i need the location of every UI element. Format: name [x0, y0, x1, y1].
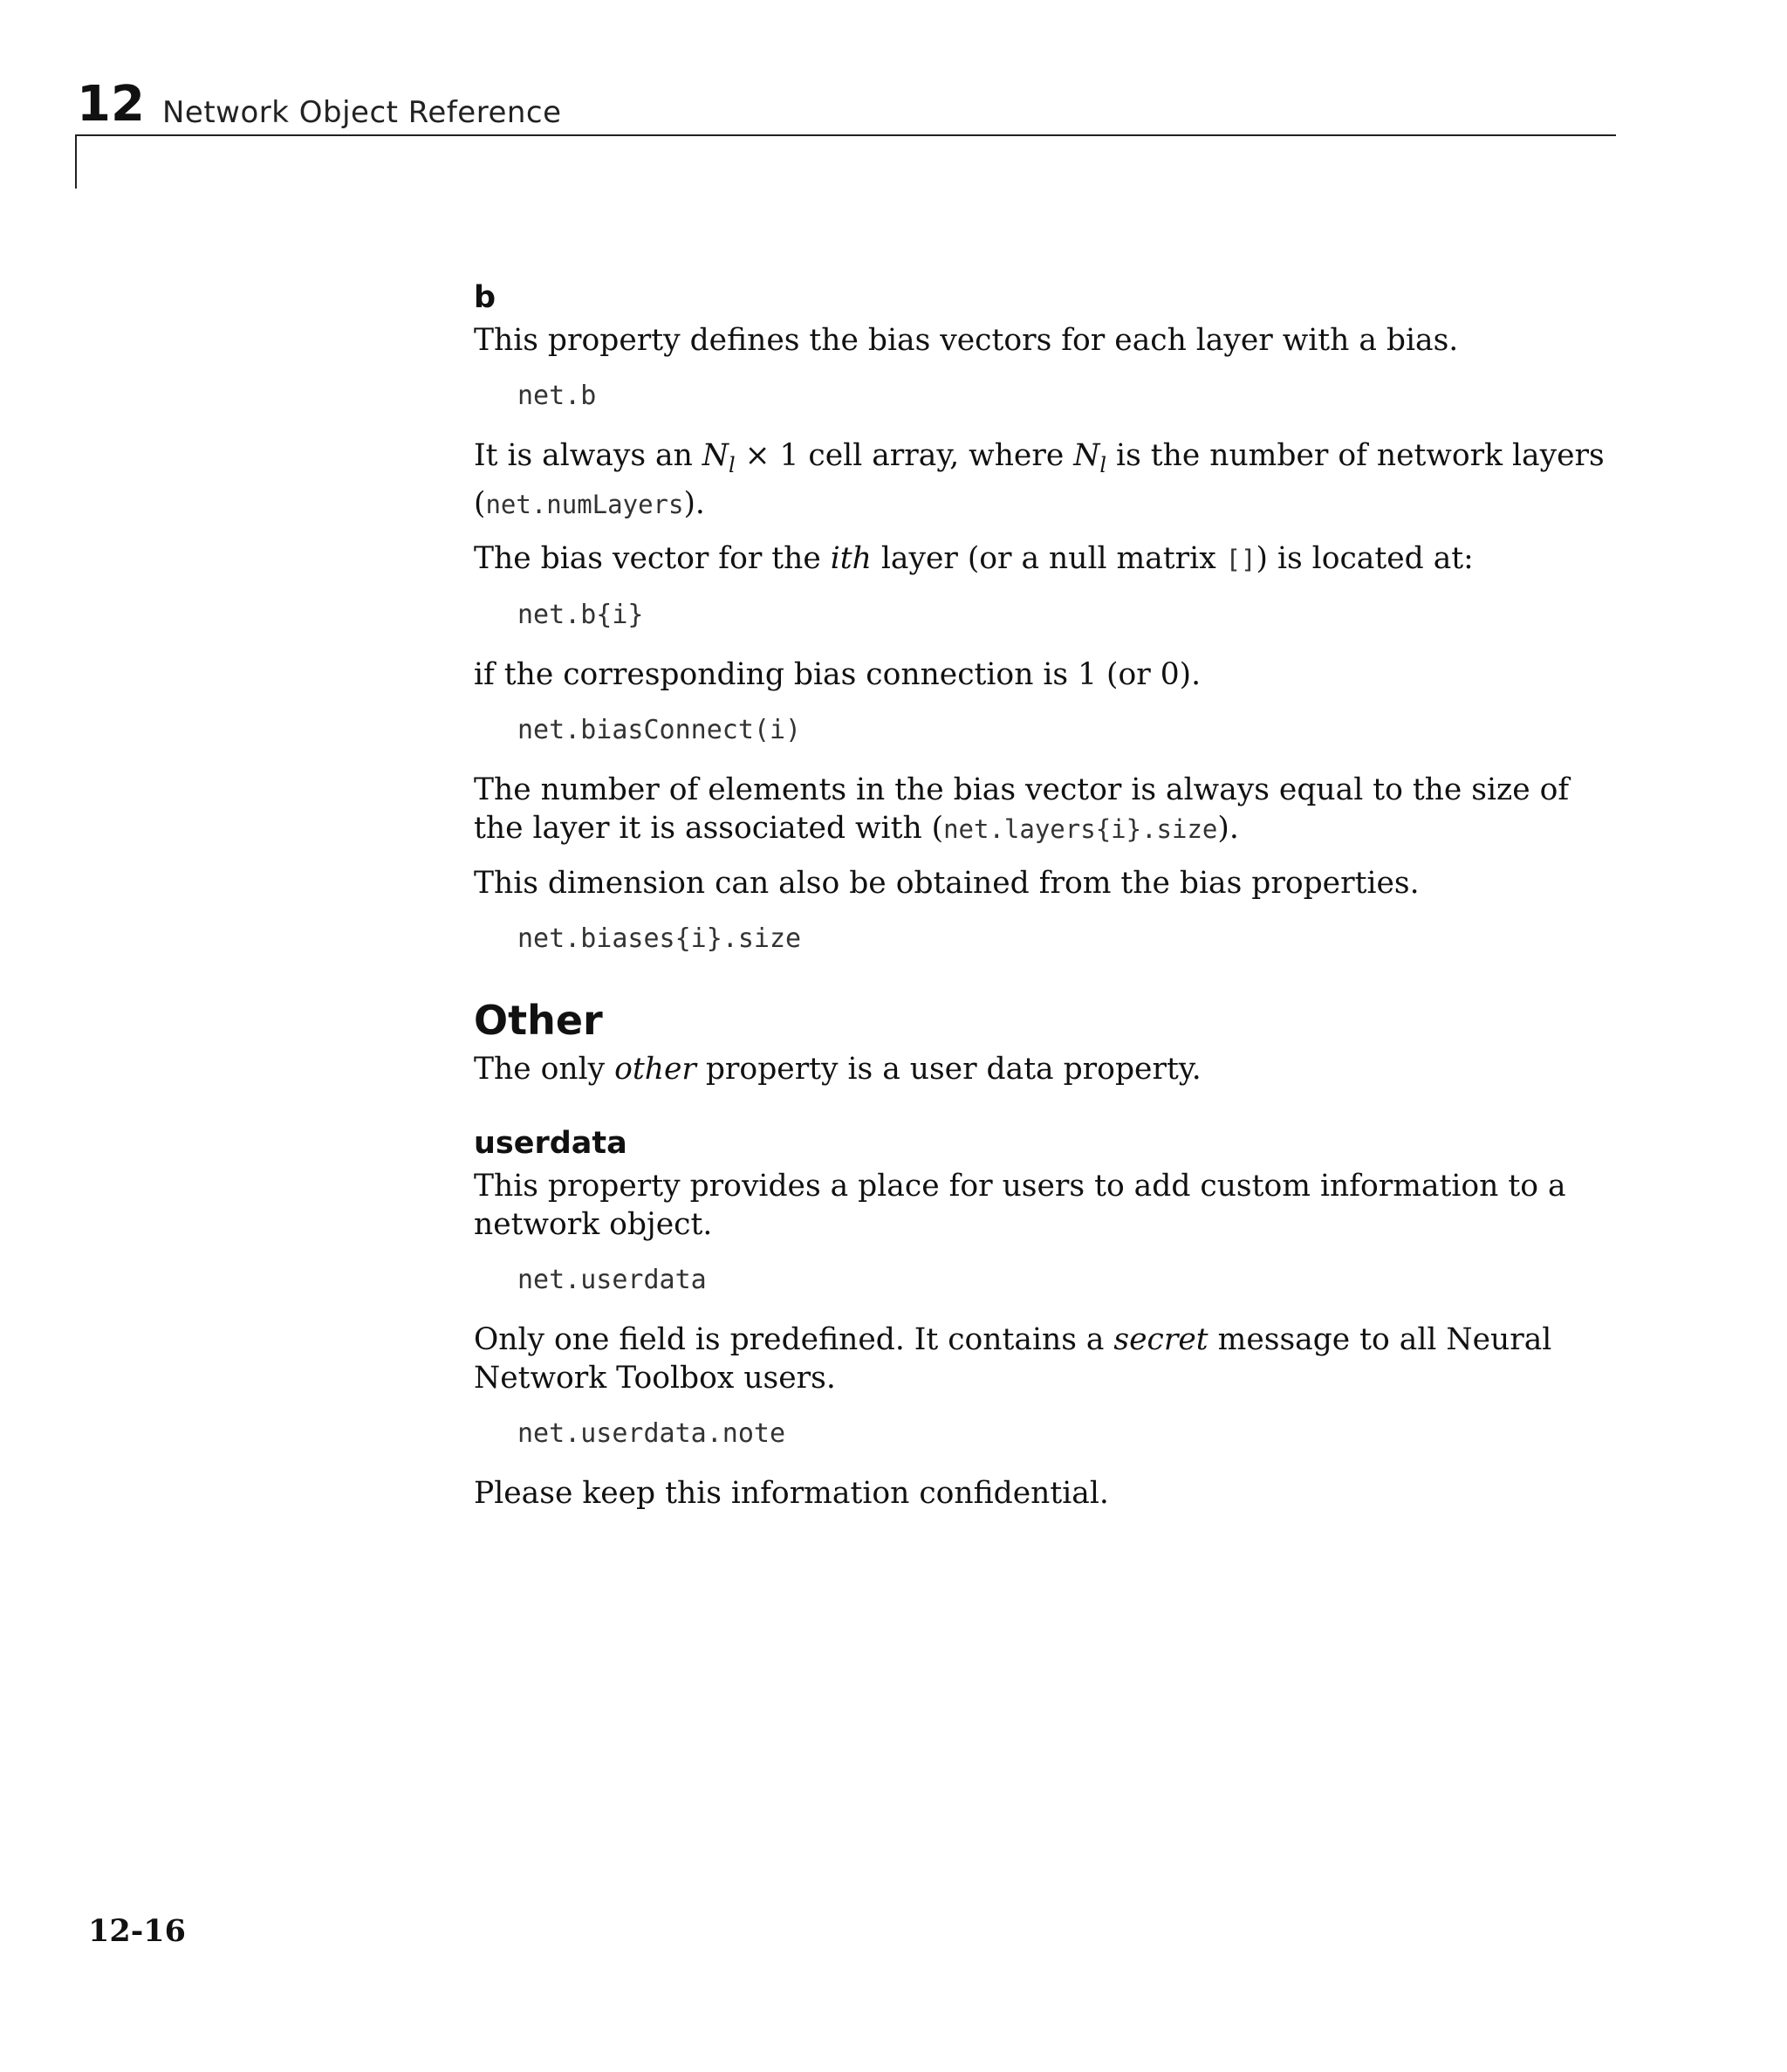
b-paragraph-elements: The number of elements in the bias vector is always equal to the size of the layer it is associated with (net.layers{i}.size). — [474, 772, 1570, 846]
b-paragraph-size: It is always an $N_l \times 1$ cell array, where $N_l$ is the number of network layers (net.numLayers). — [474, 438, 1605, 521]
section-heading-other: Other — [474, 996, 603, 1044]
page-content — [474, 279, 1626, 1513]
b-intro: This property defines the bias vectors for each layer with a bias. — [474, 323, 1459, 358]
property-heading-userdata: userdata — [474, 1126, 627, 1162]
code-net-userdata: net.userdata — [517, 1265, 707, 1296]
page-number: 12-16 — [88, 1913, 186, 1949]
header-rule — [75, 134, 1616, 136]
userdata-paragraph-confidential: Please keep this information confidential. — [474, 1476, 1109, 1512]
userdata-intro: This property provides a place for users to add custom information to a network object. — [474, 1169, 1566, 1243]
other-intro: The only other property is a user data property. — [474, 1052, 1202, 1087]
math-nl-by-1: $N_l \times 1$ — [702, 438, 799, 477]
chapter-title: Network Object Reference — [162, 95, 562, 130]
inline-code-null-matrix: [] — [1225, 544, 1256, 574]
code-net-b: net.b — [517, 381, 597, 411]
chapter-number: 12 — [77, 76, 145, 133]
b-paragraph-dimension: This dimension can also be obtained from the bias properties. — [474, 865, 1420, 901]
code-biases-size: net.biases{i}.size — [517, 923, 802, 954]
math-nl: $N_l$ — [1073, 438, 1107, 477]
header-vertical-bar — [75, 134, 77, 189]
property-heading-b: b — [474, 280, 496, 315]
userdata-paragraph-field: Only one field is predefined. It contains a secret message to all Neural Network Toolbox users. — [474, 1322, 1552, 1396]
b-paragraph-condition: if the corresponding bias connection is 1 (or 0). — [474, 656, 1202, 692]
code-bias-connect: net.biasConnect(i) — [517, 714, 802, 745]
code-net-b-i: net.b{i} — [517, 599, 644, 630]
inline-code-numlayers: net.numLayers — [485, 489, 684, 519]
b-paragraph-location: The bias vector for the ith layer (or a null matrix []) is located at: — [474, 540, 1474, 576]
code-userdata-note: net.userdata.note — [517, 1418, 786, 1450]
inline-code-layer-size: net.layers{i}.size — [943, 813, 1218, 844]
